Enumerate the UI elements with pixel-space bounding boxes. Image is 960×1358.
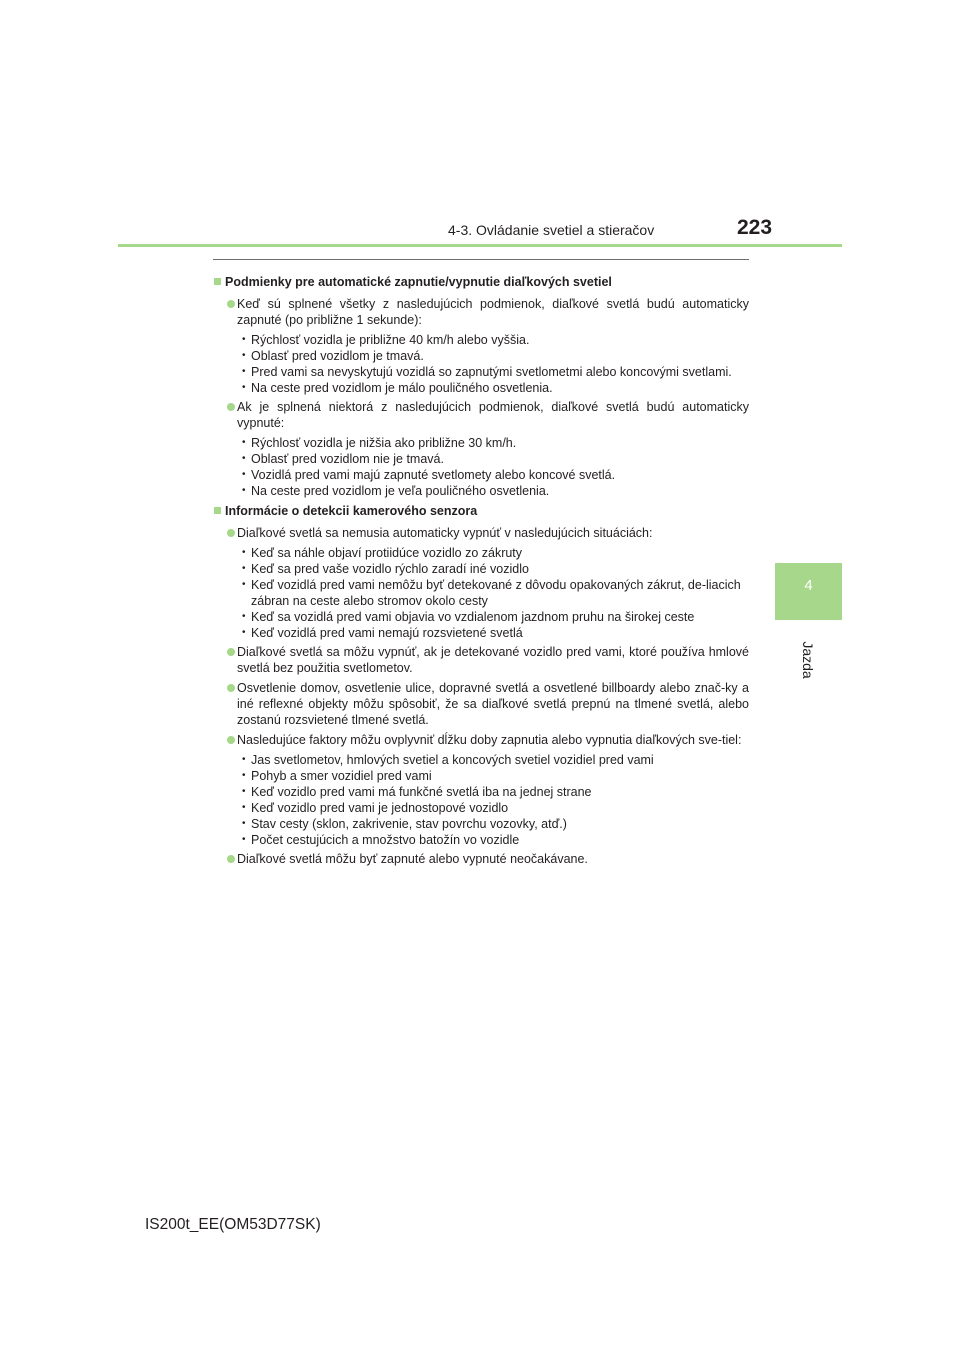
bullet-paragraph [213,680,749,728]
list-item: • Stav cesty (sklon, zakrivenie, stav povrchu vozovky, atď.) [213,816,749,832]
list-item: • Keď vozidlo pred vami je jednostopové vozidlo [213,800,749,816]
list-item: • Rýchlosť vozidla je nižšia ako približne 30 km/h. [213,435,749,451]
list-item: • Keď sa pred vaše vozidlo rýchlo zaradí iné vozidlo [213,561,749,577]
footer-document-code: IS200t_EE(OM53D77SK) [145,1216,321,1233]
sub-list [213,752,749,848]
round-bullet-icon [227,300,235,308]
list-item: • Pohyb a smer vozidiel pred vami [213,768,749,784]
paragraph-text: Nasledujúce faktory môžu ovplyvniť dĺžku doby zapnutia alebo vypnutia diaľkových sve-tiel: [237,733,742,747]
round-bullet-icon [227,855,235,863]
bullet-paragraph [213,732,749,748]
paragraph-text: Keď sú splnené všetky z nasledujúcich podmienok, diaľkové svetlá budú automaticky zapnuté (po približne 1 sekunde): [237,297,749,327]
bullet-paragraph [213,851,749,867]
round-bullet-icon [227,529,235,537]
list-item: • Pred vami sa nevyskytujú vozidlá so zapnutými svetlometmi alebo koncovými svetlami. [213,364,749,380]
paragraph-text: Diaľkové svetlá môžu byť zapnuté alebo vypnuté neočakávane. [237,852,588,866]
list-item: • Keď sa vozidlá pred vami objavia vo vzdialenom jazdnom pruhu na širokej ceste [213,609,749,625]
list-item: • Oblasť pred vozidlom nie je tmavá. [213,451,749,467]
header-section-title: 4-3. Ovládanie svetiel a stieračov [448,222,655,238]
paragraph-text: Diaľkové svetlá sa nemusia automaticky vypnúť v nasledujúcich situáciách: [237,526,653,540]
list-item: • Vozidlá pred vami majú zapnuté svetlomety alebo koncové svetlá. [213,467,749,483]
chapter-label: Jazda [800,641,816,679]
square-bullet-icon [214,507,221,514]
section-heading-text: Podmienky pre automatické zapnutie/vypnutie diaľkových svetiel [225,275,612,289]
list-item: • Keď vozidlá pred vami nemajú rozsvietené svetlá [213,625,749,641]
list-item: • Na ceste pred vozidlom je veľa pouličného osvetlenia. [213,483,749,499]
sub-list [213,435,749,499]
round-bullet-icon [227,684,235,692]
list-item: • Keď vozidlá pred vami nemôžu byť detekované z dôvodu opakovaných zákrut, de-liacich zábran na ceste alebo stromov okolo cesty [213,577,749,609]
list-item: • Oblasť pred vozidlom je tmavá. [213,348,749,364]
bullet-paragraph [213,296,749,328]
paragraph-text: Osvetlenie domov, osvetlenie ulice, dopravné svetlá a osvetlené billboardy alebo znač-ky a iné reflexné objekty môžu spôsobiť, že sa diaľkové svetlá prepnú na tlmené svetlá, alebo zostanú rozsvietené tlmené svetlá. [237,681,749,727]
chapter-tab [775,563,842,620]
round-bullet-icon [227,736,235,744]
list-item: • Jas svetlometov, hmlových svetiel a koncových svetiel vozidiel pred vami [213,752,749,768]
bullet-paragraph [213,525,749,541]
bullet-paragraph [213,644,749,676]
chapter-number: 4 [804,577,813,594]
sub-list [213,332,749,396]
content-top-rule [213,259,749,260]
section-heading [213,503,749,519]
round-bullet-icon [227,403,235,411]
list-item: • Rýchlosť vozidla je približne 40 km/h alebo vyššia. [213,332,749,348]
square-bullet-icon [214,278,221,285]
paragraph-text: Ak je splnená niektorá z nasledujúcich podmienok, diaľkové svetlá budú automaticky vypnuté: [237,400,749,430]
paragraph-text: Diaľkové svetlá sa môžu vypnúť, ak je detekované vozidlo pred vami, ktoré používa hmlové svetlá bez použitia svetlometov. [237,645,749,675]
bullet-paragraph [213,399,749,431]
list-item: • Na ceste pred vozidlom je málo pouličného osvetlenia. [213,380,749,396]
header-rule [118,244,842,247]
section-heading [213,274,749,290]
list-item: • Keď vozidlo pred vami má funkčné svetlá iba na jednej strane [213,784,749,800]
sub-list [213,545,749,641]
list-item: • Keď sa náhle objaví protiidúce vozidlo zo zákruty [213,545,749,561]
list-item: • Počet cestujúcich a množstvo batožín vo vozidle [213,832,749,848]
page-number: 223 [737,216,773,239]
round-bullet-icon [227,648,235,656]
section-heading-text: Informácie o detekcii kamerového senzora [225,504,478,518]
content-area [213,270,749,871]
